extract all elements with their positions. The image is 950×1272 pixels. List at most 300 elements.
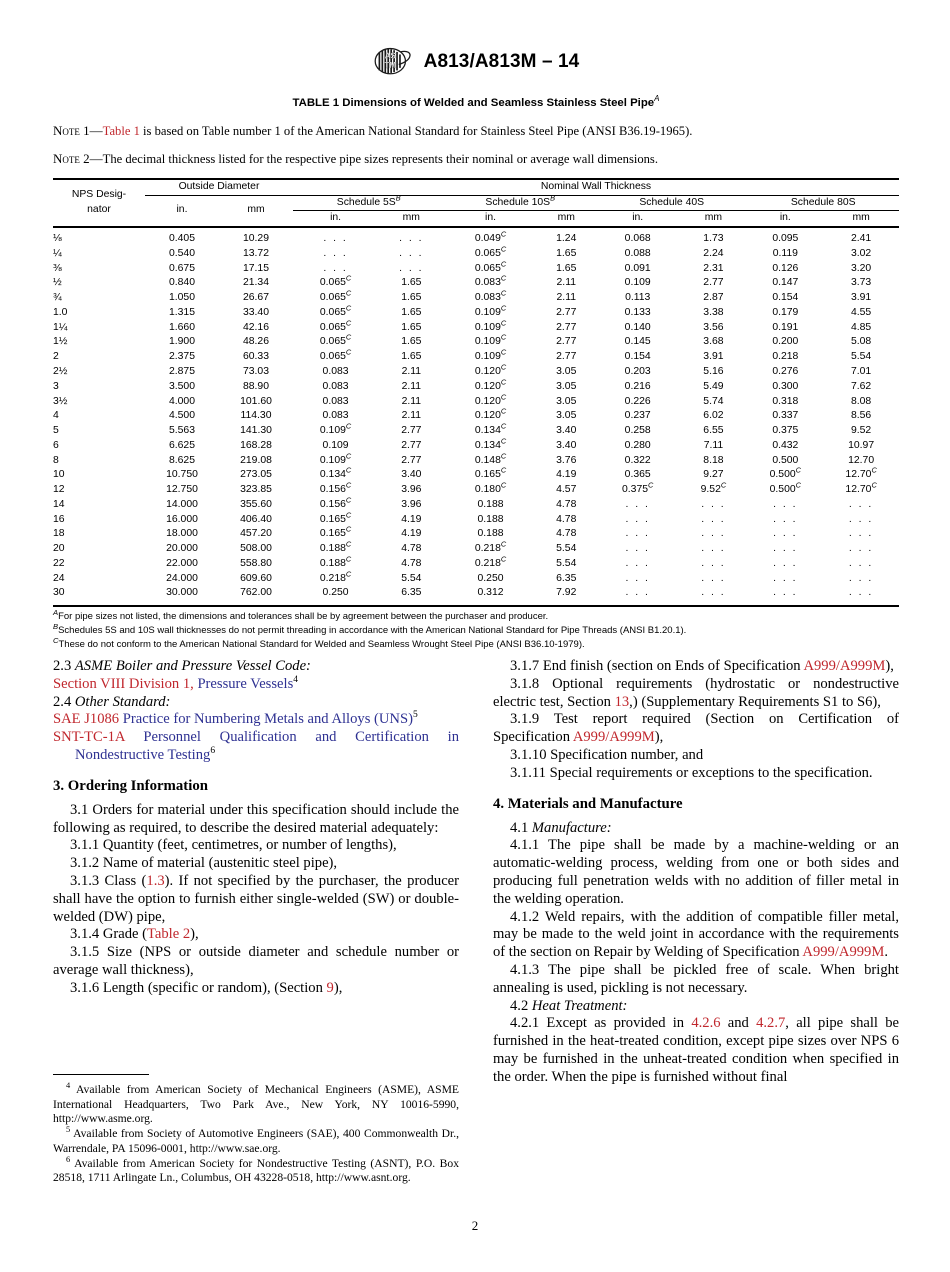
footnote-mark: C (500, 318, 507, 328)
footnote-5-text: Available from Society of Automotive Engineers (SAE), 400 Commonwealth Dr., Warrendale, PA 15096-0001, http://www.sae.org. (53, 1127, 459, 1155)
cell-s10-mm: 3.76 (556, 454, 577, 466)
para-3-1-8: 3.1.8 Optional requirements (hydrostatic or nondestructive electric test, Section 13,) (Supplementary Requirements S1 to S6), (493, 675, 899, 710)
cell-s80-in: 0.119 (772, 247, 798, 259)
cell-s40-mm: 3.68 (703, 336, 724, 348)
cell-s10-mm: 1.65 (556, 262, 577, 274)
link-4-2-7[interactable]: 4.2.7 (756, 1015, 786, 1032)
para-4-2-number: 4.2 (510, 997, 532, 1014)
cell-nps: ½ (53, 277, 62, 289)
footnote-6-text: Available from American Society for Nondestructive Testing (ASNT), P.O. Box 28518, 1711 Arlingate Ln., Columbus, OH 43228-0518, http://www.asnt.org. (53, 1156, 459, 1185)
cell-s80-in: . . . (773, 513, 798, 525)
cell-s5-mm: 1.65 (401, 336, 422, 348)
footnote-mark: C (500, 480, 507, 490)
footnote-mark: C (500, 465, 507, 475)
table-row (53, 276, 899, 291)
cell-s10-mm: 1.65 (556, 247, 577, 259)
cell-s10-in: $0.065^C$ (474, 259, 507, 274)
cell-od-mm: 101.60 (240, 395, 272, 407)
cell-s80-in: 0.318 (772, 395, 799, 407)
table-row (53, 424, 899, 439)
astm-logo (371, 46, 413, 78)
cell-s5-in: $0.165^C$ (319, 510, 352, 525)
cell-nps: 14 (53, 498, 65, 510)
para-4-1-2: 4.1.2 Weld repairs, with the addition of compatible filler metal, may be made to the weld joint in accordance with the requirements of the section on Repair by Welding of Specification A999/A999M. (493, 908, 899, 961)
cell-od-in: 1.900 (168, 336, 195, 348)
cell-s80-in: 0.126 (772, 262, 799, 274)
cell-s10-in: 0.312 (477, 587, 504, 599)
cell-od-in: 4.000 (168, 395, 195, 407)
footnote-mark: C (345, 524, 352, 534)
cell-s40-in: 0.280 (624, 439, 651, 451)
cell-s40-mm: $9.52^C$ (700, 480, 727, 496)
table-row (53, 557, 899, 572)
cell-s5-in: $0.156^C$ (319, 495, 352, 510)
ref-asme-footnote-mark: 4 (293, 674, 298, 685)
table-row (53, 498, 899, 513)
cell-s5-in: $0.065^C$ (319, 303, 352, 318)
cell-s80-in: . . . (773, 587, 798, 599)
footnote-mark: C (345, 318, 352, 328)
cell-s10-in: $0.120^C$ (474, 406, 507, 422)
cell-s5-in: 0.109 (322, 439, 349, 451)
footnote-mark: C (345, 510, 352, 520)
footnote-mark: C (500, 362, 507, 372)
table-row (53, 335, 899, 350)
cell-s40-mm: . . . (701, 587, 726, 599)
note-1-text: is based on Table number 1 of the American National Standard for Stainless Steel Pipe (ANSI B36.19-1965). (139, 123, 693, 138)
cell-s80-in: 0.200 (772, 336, 799, 348)
cell-od-mm: 42.16 (242, 321, 269, 333)
cell-s10-mm: 2.11 (556, 277, 576, 289)
note-1-label: Note 1— (53, 122, 103, 138)
cell-s40-mm: 2.87 (703, 292, 724, 304)
cell-s10-in: 0.188 (477, 498, 504, 510)
footnote-mark: C (500, 288, 507, 298)
cell-s5-mm: 4.78 (401, 543, 422, 555)
cell-s10-in: $0.134^C$ (474, 436, 507, 451)
cell-s80-in: 0.276 (772, 365, 799, 377)
table-footnote-c: $^C$These do not conform to the American National Standard for Welded and Seamless Wrought Steel Pipe (ANSI B36.10-1979). (53, 636, 585, 651)
cell-nps: 22 (53, 557, 65, 569)
ref-asme-title[interactable]: Pressure Vessels (193, 675, 294, 692)
ref-snt-designation[interactable]: SNT-TC-1A (53, 729, 125, 746)
cell-s80-mm: . . . (848, 572, 874, 584)
cell-s10-in: $0.218^C$ (474, 539, 507, 555)
footnote-mark: C (795, 465, 801, 475)
table-row (53, 468, 899, 483)
table-caption-text: TABLE 1 Dimensions of Welded and Seamless Stainless Steel Pipe (292, 96, 655, 109)
cell-s5-mm: 1.65 (401, 351, 422, 363)
cell-s40-in: 0.203 (624, 365, 651, 377)
cell-od-in: 1.315 (168, 306, 195, 318)
cell-s10-mm: 1.24 (556, 233, 577, 245)
col-header-s10-mm: mm (557, 212, 575, 224)
cell-s10-in: 0.188 (477, 528, 504, 540)
cell-s5-mm: 2.77 (401, 454, 422, 466)
cell-s40-mm: 3.38 (703, 306, 724, 318)
cell-nps: 5 (53, 425, 59, 437)
cell-s80-mm: $12.70^C$ (845, 465, 877, 481)
para-3-1: 3.1 Orders for material under this specification should include the following as required, to describe the desired material adequately: (53, 801, 459, 836)
footnote-mark: C (500, 436, 507, 446)
cell-od-mm: 48.26 (242, 336, 269, 348)
cell-s80-mm: 3.91 (850, 292, 872, 304)
cell-s10-in: $0.165^C$ (474, 465, 507, 481)
cell-s10-mm: 4.78 (556, 528, 577, 540)
cell-nps: 16 (53, 513, 65, 525)
cell-od-mm: 406.40 (240, 513, 272, 525)
footnote-mark: C (345, 480, 352, 490)
cell-s5-in: 0.083 (322, 395, 349, 407)
para-4-2 (493, 998, 899, 1016)
cell-s40-mm: 8.18 (703, 454, 724, 466)
cell-s40-mm: 3.91 (703, 351, 724, 363)
footnote-mark: C (720, 480, 727, 490)
cell-od-in: 0.675 (168, 262, 195, 274)
ref-sae-designation[interactable]: SAE J1086 (53, 711, 120, 728)
cell-s80-mm: 3.73 (850, 277, 872, 289)
cell-od-mm: 21.34 (242, 277, 269, 289)
cell-s80-in: 0.154 (772, 292, 799, 304)
cell-od-in: 2.875 (168, 365, 195, 377)
cell-od-in: 16.000 (166, 513, 198, 525)
cell-s5-mm: . . . (399, 247, 424, 259)
link-a999-a999m-1[interactable]: A999/A999M (803, 658, 886, 674)
table-row (53, 586, 899, 606)
dimensions-table (53, 178, 899, 607)
cell-s40-in: 0.226 (624, 395, 651, 407)
cell-s40-mm: . . . (701, 543, 726, 555)
table-row (53, 380, 899, 395)
cell-s40-in: 0.154 (624, 351, 651, 363)
schedule-10s-footnote-mark: B (550, 193, 556, 203)
header-row-schedules (53, 195, 899, 211)
cell-s5-mm: 3.96 (401, 484, 422, 496)
para-2-3 (53, 658, 459, 676)
cell-s40-mm: 5.49 (703, 380, 724, 392)
col-header-s5-in: in. (330, 212, 342, 224)
cell-od-in: 10.750 (166, 469, 198, 481)
cell-s40-mm: 9.27 (703, 469, 724, 481)
para-3-1-9: 3.1.9 Test report required (Section on Certification of Specification A999/A999M), (493, 711, 899, 746)
cell-s80-in: 0.375 (772, 425, 799, 437)
table-note-1 (53, 122, 899, 140)
cell-od-in: 1.660 (168, 321, 195, 333)
cell-od-in: 0.405 (168, 233, 195, 245)
cell-nps: 2 (53, 351, 59, 363)
cell-s80-in: . . . (773, 528, 798, 540)
footnote-mark: C (345, 539, 352, 549)
cell-s5-mm: 2.11 (401, 365, 422, 377)
cell-s10-mm: 3.40 (556, 425, 577, 437)
cell-s10-in: $0.120^C$ (474, 392, 507, 407)
link-table-2[interactable]: Table 2 (147, 926, 191, 943)
cell-nps: 4 (53, 410, 59, 422)
cell-od-mm: 26.67 (242, 292, 269, 304)
cell-s40-in: . . . (625, 513, 650, 525)
footnote-mark: C (500, 377, 507, 387)
cell-s40-mm: 6.55 (703, 425, 724, 437)
table-row (53, 350, 899, 365)
cell-od-in: 4.500 (168, 410, 195, 422)
table-note-2 (53, 150, 899, 168)
cell-nps: 1.0 (53, 306, 68, 318)
cell-s40-in: 0.322 (624, 454, 651, 466)
cell-od-in: 0.540 (168, 247, 195, 259)
cell-s5-mm: 6.35 (401, 587, 422, 599)
para-3-1-6: 3.1.6 Length (specific or random), (Section 9), (70, 979, 343, 996)
cell-nps: 3 (53, 380, 59, 392)
svg-text:AS: AS (384, 51, 396, 61)
cell-nps: 24 (53, 572, 65, 584)
cell-s80-mm: 4.85 (850, 321, 872, 333)
cell-s5-in: $0.156^C$ (319, 480, 352, 496)
cell-s80-in: 0.095 (772, 233, 799, 245)
cell-od-mm: 323.85 (240, 484, 272, 496)
cell-s40-in: 0.068 (624, 233, 651, 245)
cell-s10-in: 0.188 (477, 513, 504, 525)
cell-s10-mm: 3.40 (556, 439, 577, 451)
col-group-nominal-wall-thickness: Nominal Wall Thickness (293, 179, 899, 195)
table-row (53, 227, 899, 247)
cell-s80-in: . . . (773, 498, 798, 510)
table-row (53, 409, 899, 424)
col-header-s80-in: in. (779, 212, 791, 224)
cell-s80-in: $0.500^C$ (769, 465, 801, 481)
cell-od-in: 30.000 (166, 587, 198, 599)
cell-s10-in: $0.180^C$ (474, 480, 507, 496)
cell-od-mm: 141.30 (240, 425, 272, 437)
footnote-4-mark: 4 (66, 1081, 71, 1091)
para-4-1-number: 4.1 (510, 819, 532, 836)
cell-s5-mm: 2.11 (401, 395, 422, 407)
ref-snt-tc-1a (53, 729, 459, 765)
col-header-od-mm: mm (247, 204, 265, 216)
cell-s80-mm: . . . (848, 498, 874, 510)
para-3-1-3: 3.1.3 Class (1.3). If not specified by the purchaser, the producer shall have the option to furnish either single-welded (SW) or double-welded (DW) pipe, (53, 872, 460, 925)
footnote-mark: C (500, 406, 507, 416)
link-section-9[interactable]: 9 (326, 979, 334, 996)
table-row (53, 247, 899, 262)
link-a999-a999m-2[interactable]: A999/A999M (572, 729, 655, 746)
ref-sae-j1086 (53, 711, 459, 729)
footnote-mark: C (500, 229, 507, 239)
link-a999-a999m-3[interactable]: A999/A999M (802, 944, 885, 961)
cell-s40-in: 0.237 (624, 410, 651, 422)
cell-od-mm: 168.28 (240, 439, 272, 451)
cell-od-mm: 60.33 (242, 351, 269, 363)
cell-s40-in: 0.258 (624, 425, 651, 437)
table-row (53, 527, 899, 542)
para-4-2-1: 4.2.1 Except as provided in 4.2.6 and 4.2.7, all pipe shall be furnished in the heat-treated condition, except pipe sizes over NPS 6 may be furnished in the unheat-treated condition when specified in the order. When the pipe is furnished without final (493, 1015, 899, 1085)
page-footnotes (53, 1074, 459, 1186)
right-text-column (493, 658, 899, 1087)
note-1-table-link[interactable]: Table 1 (102, 123, 140, 138)
cell-s80-mm: 4.55 (850, 306, 872, 318)
footnote-mark: C (500, 554, 507, 564)
ref-asme-bpvc (53, 676, 459, 694)
section-heading-3: 3. Ordering Information (53, 777, 208, 794)
cell-s5-in: $0.188^C$ (319, 539, 352, 555)
cell-s10-mm: 2.77 (556, 321, 577, 333)
cell-s5-in: . . . (323, 262, 348, 274)
cell-s10-mm: 6.35 (556, 572, 577, 584)
cell-od-in: 24.000 (166, 572, 198, 584)
ref-sae-title[interactable]: Practice for Numbering Metals and Alloys (UNS) (119, 711, 413, 728)
footnote-separator-rule (53, 1074, 149, 1075)
footnote-mark: C (345, 273, 352, 283)
footnote-mark: C (500, 421, 507, 431)
col-group-schedule-40s: Schedule 40S (596, 195, 747, 211)
ref-snt-title[interactable]: Personnel Qualification and Certification in Nondestructive Testing (75, 729, 459, 763)
cell-od-in: 12.750 (166, 484, 198, 496)
cell-s5-mm: 3.96 (401, 498, 422, 510)
table-footnotes (53, 610, 899, 652)
cell-s5-mm: 1.65 (401, 306, 422, 318)
cell-s80-mm: . . . (848, 513, 874, 525)
cell-od-mm: 73.03 (242, 365, 269, 377)
cell-s40-in: $0.375^C$ (622, 480, 654, 496)
cell-od-in: 2.375 (168, 351, 195, 363)
col-group-schedule-80s: Schedule 80S (747, 195, 899, 211)
cell-s10-mm: 7.92 (556, 587, 577, 599)
footnote-mark: C (345, 288, 352, 298)
cell-s80-mm: 2.41 (850, 233, 872, 245)
footnote-mark: C (345, 495, 352, 505)
table-row (53, 262, 899, 277)
cell-od-mm: 114.30 (240, 410, 272, 422)
cell-s40-in: . . . (625, 543, 650, 555)
cell-od-mm: 355.60 (240, 498, 272, 510)
para-4-1 (493, 820, 899, 838)
cell-s10-in: $0.109^C$ (474, 332, 507, 348)
cell-s80-mm: 5.08 (850, 336, 872, 348)
cell-nps: 1½ (53, 336, 68, 348)
cell-nps: 12 (53, 484, 65, 496)
cell-s10-mm: 5.54 (556, 557, 577, 569)
cell-s5-in: $0.065^C$ (319, 347, 352, 363)
table-caption (53, 94, 899, 109)
cell-s10-in: $0.134^C$ (474, 421, 507, 437)
cell-s80-mm: 5.54 (850, 351, 872, 363)
cell-s10-mm: 2.77 (556, 351, 577, 363)
cell-s40-in: 0.088 (624, 247, 651, 259)
cell-s40-in: . . . (625, 498, 650, 510)
cell-s80-in: . . . (773, 572, 798, 584)
cell-s5-in: $0.188^C$ (319, 554, 352, 569)
cell-s40-in: 0.365 (624, 469, 651, 481)
cell-s80-mm: . . . (848, 557, 874, 569)
table-row (53, 395, 899, 410)
cell-s5-in: 0.083 (322, 365, 349, 377)
cell-nps: ⅜ (53, 262, 62, 274)
footnote-5-mark: 5 (66, 1125, 71, 1135)
cell-od-in: 18.000 (166, 528, 198, 540)
cell-s40-mm: 2.24 (703, 247, 724, 259)
table-1-block (53, 94, 899, 652)
cell-s5-in: $0.065^C$ (319, 273, 352, 289)
col-group-schedule-5s: Schedule $5S^B$ (293, 195, 444, 211)
footnote-mark: C (500, 539, 507, 549)
cell-s40-in: 0.113 (625, 292, 651, 304)
cell-od-mm: 13.72 (242, 247, 269, 259)
cell-s80-in: 0.147 (772, 277, 799, 289)
svg-text:TM: TM (384, 60, 396, 70)
footnote-mark: C (345, 465, 352, 475)
cell-s40-mm: 2.77 (703, 277, 724, 289)
col-header-od-in: in. (176, 204, 188, 216)
cell-s80-mm: . . . (848, 587, 874, 599)
cell-nps: ¾ (53, 292, 62, 304)
ref-sae-footnote-mark: 5 (412, 710, 418, 721)
cell-od-mm: 508.00 (240, 543, 272, 555)
cell-s40-mm: 3.56 (703, 321, 724, 333)
cell-od-mm: 33.40 (242, 306, 269, 318)
cell-s40-in: . . . (625, 572, 650, 584)
link-section-13[interactable]: 13 (614, 693, 630, 710)
footnote-mark: C (500, 244, 507, 254)
cell-s10-mm: 4.78 (556, 513, 577, 525)
cell-s80-mm: 8.56 (850, 410, 872, 422)
cell-s80-in: 0.218 (772, 351, 799, 363)
footnote-mark: C (345, 451, 352, 461)
para-3-1-10: 3.1.10 Specification number, and (510, 746, 704, 763)
footnote-mark: C (345, 421, 352, 431)
link-4-2-6[interactable]: 4.2.6 (691, 1015, 721, 1032)
cell-od-in: 20.000 (166, 543, 198, 555)
para-4-2-title: Heat Treatment: (531, 997, 628, 1014)
ref-asme-designation[interactable]: Section VIII Division 1, (53, 675, 194, 692)
cell-s5-mm: 2.77 (401, 439, 422, 451)
cell-s5-in: . . . (323, 247, 348, 259)
cell-s40-in: 0.145 (624, 336, 651, 348)
footnote-mark: C (500, 332, 507, 342)
footnote-4 (53, 1083, 459, 1127)
cell-s80-mm: 7.01 (850, 365, 872, 377)
cell-nps: 1¼ (53, 321, 68, 333)
col-header-nps-designator (53, 179, 145, 227)
cell-s10-in: $0.218^C$ (474, 554, 507, 569)
cell-od-mm: 762.00 (240, 587, 272, 599)
cell-s80-mm: 10.97 (848, 439, 875, 451)
cell-od-in: 6.625 (168, 439, 195, 451)
cell-s40-mm: 6.02 (703, 410, 724, 422)
cell-od-mm: 457.20 (240, 528, 272, 540)
link-1-3[interactable]: 1.3 (146, 872, 165, 889)
cell-s5-in: $0.218^C$ (319, 569, 352, 584)
cell-s10-mm: 5.54 (556, 543, 577, 555)
cell-s5-mm: 3.40 (401, 469, 422, 481)
cell-s5-mm: 1.65 (401, 292, 422, 304)
cell-s40-mm: 5.74 (703, 395, 724, 407)
footnote-5 (53, 1127, 459, 1156)
cell-s80-mm: 8.08 (850, 395, 872, 407)
cell-s40-mm: . . . (701, 498, 726, 510)
cell-nps: 2½ (53, 365, 68, 377)
cell-s10-mm: 3.05 (556, 365, 577, 377)
table-footnote-mark: B (53, 622, 59, 632)
table-row (53, 483, 899, 498)
footnote-mark: C (345, 332, 352, 342)
cell-s80-in: . . . (773, 543, 798, 555)
col-header-s80-mm: mm (852, 212, 870, 224)
cell-s80-in: 0.179 (772, 306, 799, 318)
footnote-mark: C (500, 273, 507, 283)
footnote-mark: C (500, 347, 507, 357)
footnote-mark: C (500, 451, 507, 461)
cell-s80-in: 0.300 (772, 380, 799, 392)
cell-s80-in: $0.500^C$ (769, 480, 801, 496)
